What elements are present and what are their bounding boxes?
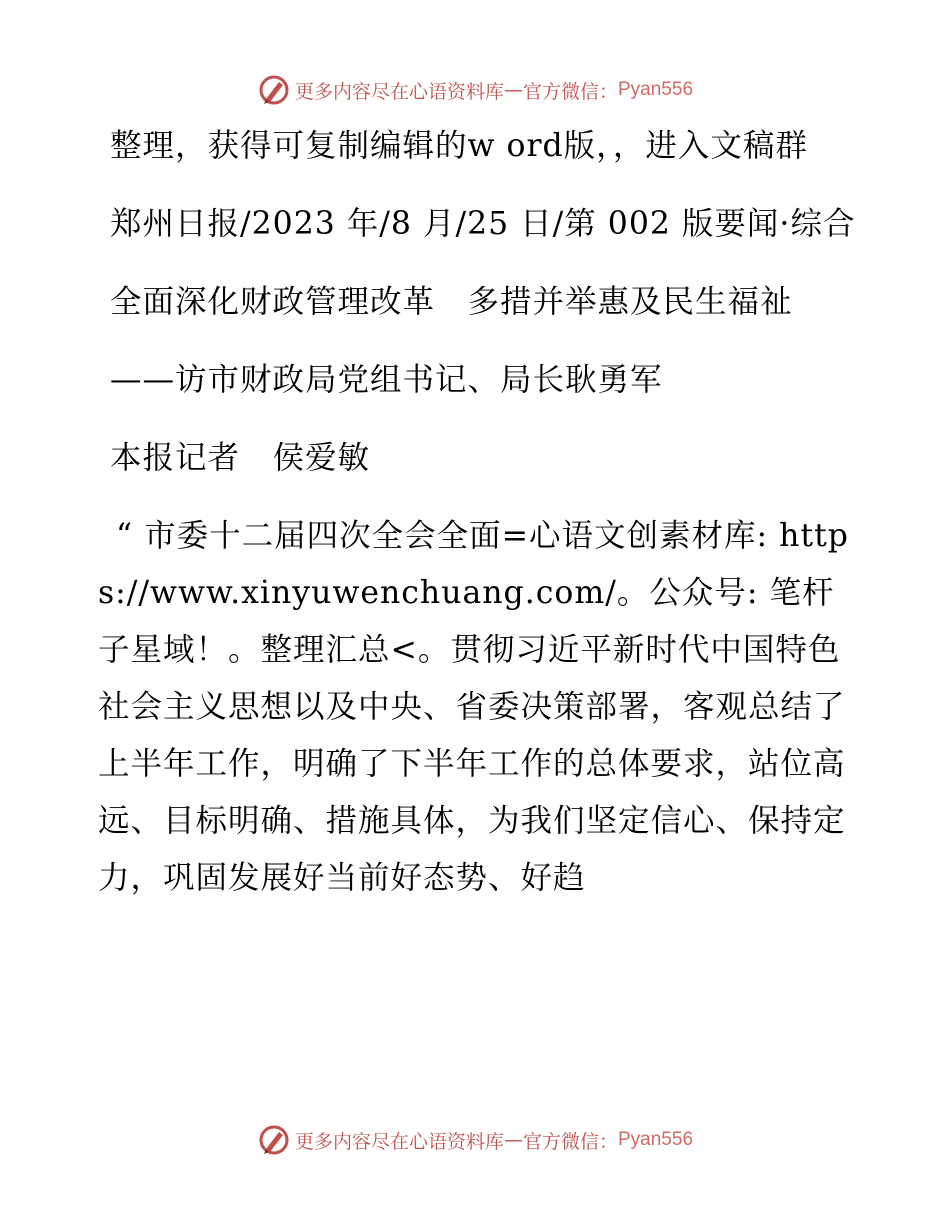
watermark-wechat-id: Pyan556 — [618, 79, 694, 100]
subheadline: ——访市财政局党组书记、局长耿勇军 — [110, 362, 663, 398]
header-watermark — [0, 70, 950, 110]
body-paragraph: “ 市委十二届四次全会全面=心语文创素材库: https://www.xinyuwenchuang.com/。公众号: 笔杆子星域！。整理汇总<。贯彻习近平新时代中国特色社会主义思想以及中央、省委决策部署，客观总结了上半年工作，明确了下半年工作的总体要求，站位高远、目标明确、措施具体，为我们坚定信心、保持定力，巩固发展好当前好态势、好趋 — [98, 518, 849, 896]
source-line: 郑州日报/2023 年/8 月/25 日/第 002 版要闻·综合 — [110, 206, 856, 242]
watermark-wechat-id: Pyan556 — [618, 1129, 694, 1150]
intro-line: 整理，获得可复制编辑的w ord版，，进入文稿群 — [110, 128, 808, 164]
watermark-text: 更多内容尽在心语资料库 — [294, 1130, 504, 1153]
pen-circle-logo-icon — [257, 1123, 291, 1157]
watermark-separator: — — [503, 79, 523, 101]
watermark-separator: — — [503, 1129, 523, 1151]
headline: 全面深化财政管理改革 多措并举惠及民生福祉 — [110, 284, 793, 320]
footer-watermark — [0, 1120, 950, 1160]
pen-circle-logo-icon — [257, 73, 291, 107]
watermark-label: 官方微信： — [522, 80, 618, 103]
watermark-label: 官方微信： — [522, 1130, 618, 1153]
document-body — [98, 118, 858, 929]
watermark-text: 更多内容尽在心语资料库 — [294, 80, 504, 103]
byline: 本报记者 侯爱敏 — [110, 440, 371, 476]
